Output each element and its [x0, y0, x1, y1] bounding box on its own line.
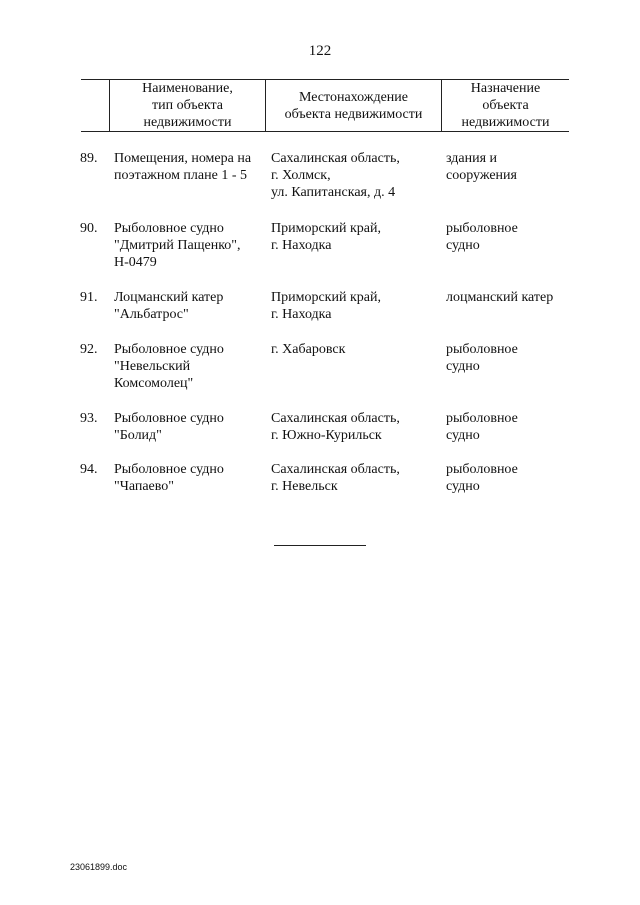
row-name-line: "Чапаево" [114, 479, 174, 494]
row-number: 91. [80, 290, 98, 305]
row-location [271, 289, 443, 323]
end-of-table-rule [274, 545, 366, 546]
row-location-line: г. Хабаровск [271, 342, 346, 357]
row-purpose-line: судно [446, 479, 480, 494]
row-purpose-line: судно [446, 428, 480, 443]
header-name-line: тип объекта [152, 98, 223, 113]
row-name-line: поэтажном плане 1 - 5 [114, 168, 247, 183]
row-location-line: Приморский край, [271, 221, 381, 236]
row-name-line: "Альбатрос" [114, 307, 189, 322]
row-location-line: г. Находка [271, 238, 332, 253]
row-purpose [446, 289, 570, 306]
row-location [271, 341, 443, 358]
header-purpose [442, 80, 569, 131]
row-location [271, 150, 443, 201]
header-purpose-line: объекта [482, 98, 529, 113]
row-location [271, 410, 443, 444]
row-name-line: Рыболовное судно [114, 221, 224, 236]
row-purpose-line: рыболовное [446, 462, 518, 477]
header-name-line: Наименование, [142, 81, 233, 96]
header-location [266, 80, 441, 131]
page-number: 122 [308, 43, 332, 59]
row-location-line: Сахалинская область, [271, 411, 400, 426]
row-purpose-line: судно [446, 359, 480, 374]
row-location-line: Сахалинская область, [271, 151, 400, 166]
row-name-line: "Невельский [114, 359, 191, 374]
row-purpose-line: рыболовное [446, 342, 518, 357]
row-purpose [446, 341, 570, 375]
header-location-line: объекта недвижимости [284, 106, 423, 122]
row-purpose-line: лоцманский катер [446, 290, 554, 305]
row-name [114, 461, 266, 495]
footer-filename: 23061899.doc [70, 862, 128, 872]
row-name-line: "Болид" [114, 428, 162, 443]
row-purpose-line: рыболовное [446, 411, 518, 426]
row-location-line: Сахалинская область, [271, 462, 400, 477]
row-purpose [446, 150, 570, 184]
row-name [114, 410, 266, 444]
row-number: 94. [80, 462, 98, 477]
row-name-line: Рыболовное судно [114, 342, 224, 357]
row-name-line: Рыболовное судно [114, 411, 224, 426]
row-number: 89. [80, 151, 98, 166]
row-number: 90. [80, 221, 98, 236]
row-location-line: г. Невельск [271, 479, 338, 494]
row-name-line: Лоцманский катер [114, 290, 224, 305]
row-purpose-line: судно [446, 238, 480, 253]
header-location-line: Местонахождение [298, 89, 408, 105]
row-location [271, 220, 443, 254]
header-name-line: недвижимости [143, 115, 232, 130]
row-purpose [446, 220, 570, 254]
row-name [114, 341, 266, 392]
row-number: 92. [80, 342, 98, 357]
row-number: 93. [80, 411, 98, 426]
row-location-line: г. Южно-Курильск [271, 428, 382, 443]
row-purpose [446, 410, 570, 444]
row-location-line: г. Холмск, [271, 168, 331, 183]
row-name-line: Комсомолец" [114, 376, 194, 391]
row-name [114, 150, 266, 184]
row-name [114, 220, 266, 271]
row-purpose-line: рыболовное [446, 221, 518, 236]
header-purpose-line: Назначение [470, 81, 541, 96]
row-purpose-line: здания и [446, 151, 498, 166]
row-name-line: "Дмитрий Пащенко", [114, 238, 241, 253]
row-name-line: Н-0479 [114, 255, 157, 270]
row-location [271, 461, 443, 495]
row-purpose-line: сооружения [446, 168, 517, 183]
header-purpose-line: недвижимости [461, 115, 550, 130]
row-location-line: г. Находка [271, 307, 332, 322]
table-header-rule [81, 131, 569, 132]
row-name-line: Рыболовное судно [114, 462, 224, 477]
row-name-line: Помещения, номера на [114, 151, 252, 166]
row-location-line: ул. Капитанская, д. 4 [271, 185, 396, 200]
header-name [110, 80, 265, 131]
row-purpose [446, 461, 570, 495]
row-name [114, 289, 266, 323]
row-location-line: Приморский край, [271, 290, 381, 305]
